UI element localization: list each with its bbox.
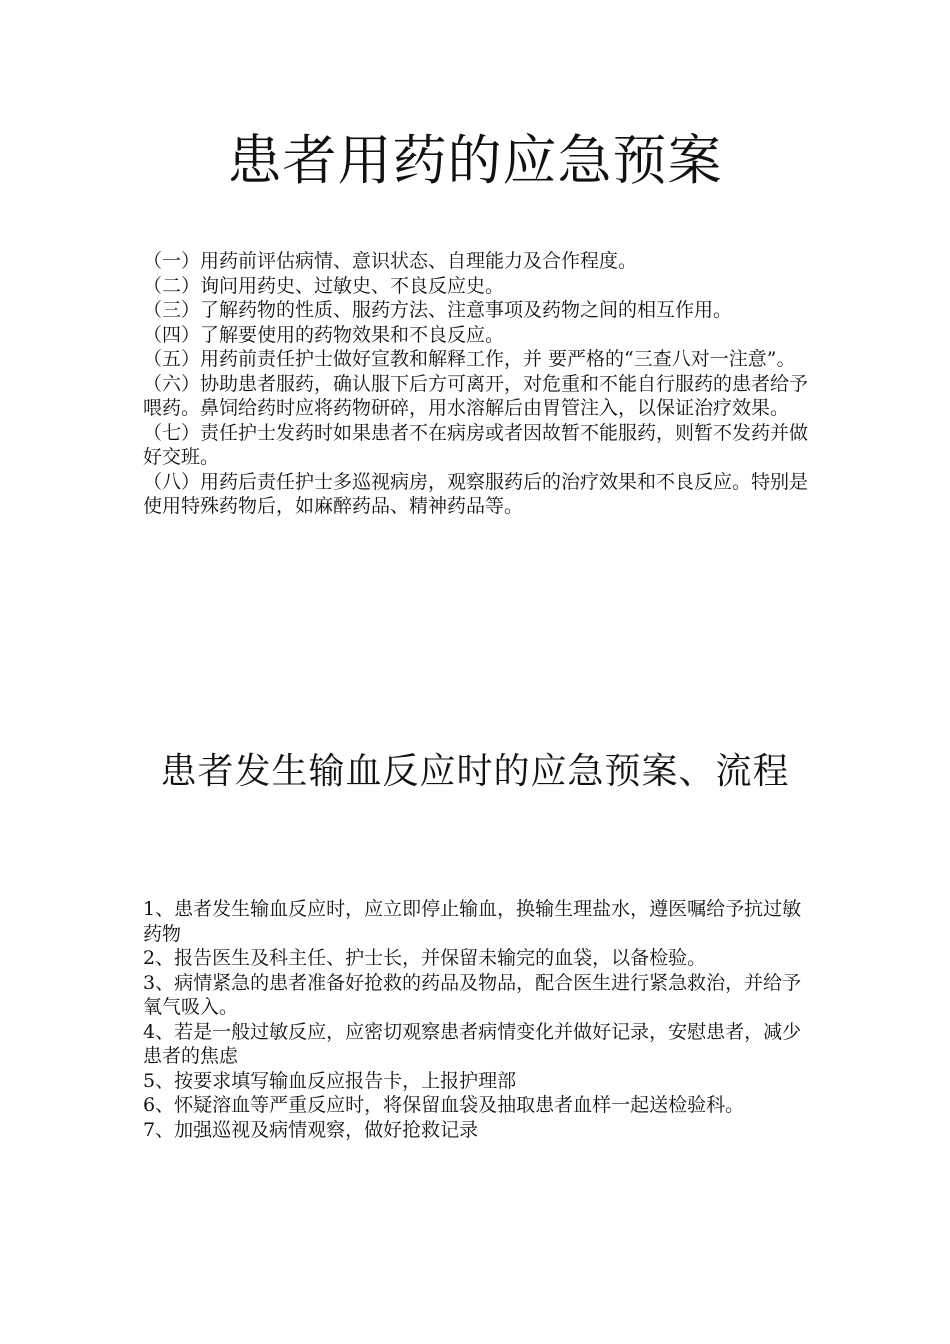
section1-title: 患者用药的应急预案 (227, 129, 723, 192)
section2-item: 3、病情紧急的患者准备好抢救的药品及物品，配合医生进行紧急救治，并给予氧气吸入。 (143, 971, 802, 1018)
section2-item: 2、报告医生及科主任、护士长，并保留未输完的血袋，以备检验。 (143, 947, 707, 969)
section2-body (143, 897, 815, 1142)
section1-item: （八）用药后责任护士多巡视病房，观察服药后的治疗效果和不良反应。特别是使用特殊药物后，如麻醉药品、精神药品等。 (143, 470, 809, 517)
section2-item: 7、加强巡视及病情观察，做好抢救记录 (143, 1118, 479, 1141)
section1-item: （六）协助患者服药，确认服下后方可离开，对危重和不能自行服药的患者给予喂药。鼻饲给药时应将药物研碎，用水溶解后由胃管注入，以保证治疗效果。 (143, 372, 809, 419)
section1-item: （一）用药前评估病情、意识状态、自理能力及合作程度。 (143, 250, 638, 272)
section2-item: 5、按要求填写输血反应报告卡，上报护理部 (143, 1069, 517, 1092)
section2-item: 1、患者发生输血反应时，应立即停止输血，换输生理盐水，遵医嘱给予抗过敏药物 (143, 898, 802, 945)
section2-title: 患者发生输血反应时的应急预案、流程 (160, 751, 790, 792)
section2-item: 6、怀疑溶血等严重反应时，将保留血袋及抽取患者血样一起送检验科。 (143, 1094, 745, 1116)
section1-item: （二）询问用药史、过敏史、不良反应史。 (143, 274, 505, 297)
section1-item: （七）责任护士发药时如果患者不在病房或者因故暂不能服药，则暂不发药并做好交班。 (143, 421, 809, 468)
section1-item: （四）了解要使用的药物效果和不良反应。 (143, 323, 505, 346)
section2-item: 4、若是一般过敏反应，应密切观察患者病情变化并做好记录，安慰患者，减少患者的焦虑 (143, 1020, 802, 1067)
section1-item: （五）用药前责任护士做好宣教和解释工作，并 要严格的“三查八对一注意”。 (143, 348, 796, 370)
section1-body (143, 249, 815, 519)
section1-item: （三）了解药物的性质、服药方法、注意事项及药物之间的相互作用。 (143, 299, 733, 321)
